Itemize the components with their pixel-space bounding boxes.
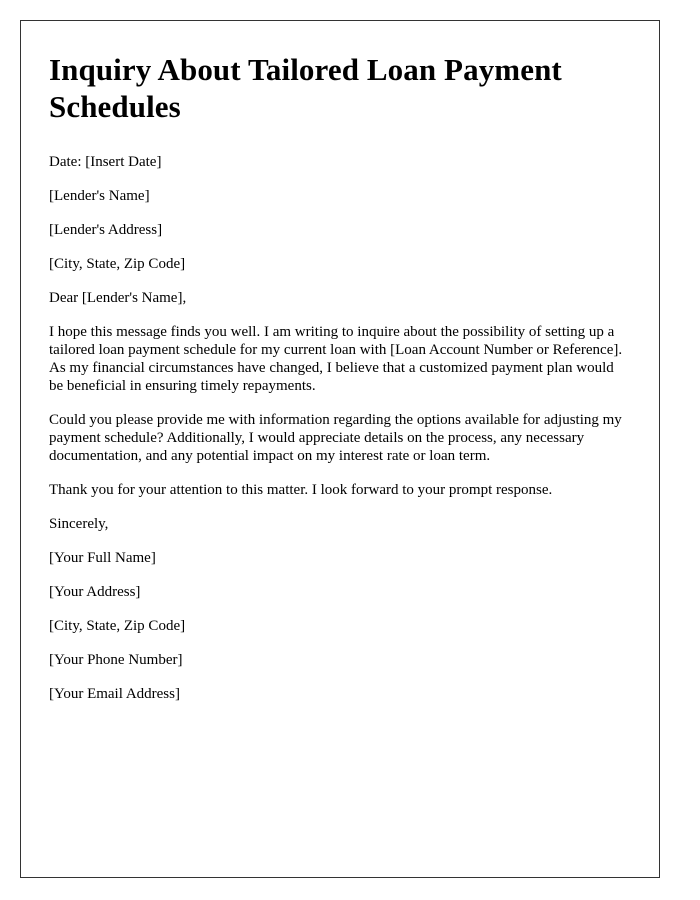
lender-address: [Lender's Address]	[49, 222, 163, 238]
body-paragraph-2: Could you please provide me with information regarding the options available for adjusting my payment schedule? Additionally, I would appreciate details on the process, any necessary documentation, and any potential impact on my interest rate or loan term.	[49, 412, 622, 464]
sender-phone: [Your Phone Number]	[49, 652, 183, 668]
letter-title: Inquiry About Tailored Loan Payment Schedules	[49, 52, 562, 124]
date-line: Date: [Insert Date]	[49, 154, 162, 170]
lender-city-state-zip: [City, State, Zip Code]	[49, 256, 186, 272]
sender-city-state-zip: [City, State, Zip Code]	[49, 618, 186, 634]
salutation: Dear [Lender's Name],	[49, 290, 187, 306]
sender-email: [Your Email Address]	[49, 686, 180, 702]
sender-address: [Your Address]	[49, 584, 141, 600]
closing: Sincerely,	[49, 516, 109, 532]
lender-name: [Lender's Name]	[49, 188, 150, 204]
body-paragraph-1: I hope this message finds you well. I am writing to inquire about the possibility of setting up a tailored loan payment schedule for my current loan with [Loan Account Number or Reference]. As my financial circumstances have changed, I believe that a customized payment plan would be beneficial in ensuring timely repayments.	[49, 324, 623, 394]
letter-page	[20, 20, 660, 878]
body-paragraph-3: Thank you for your attention to this matter. I look forward to your prompt response.	[49, 482, 553, 498]
sender-name: [Your Full Name]	[49, 550, 156, 566]
